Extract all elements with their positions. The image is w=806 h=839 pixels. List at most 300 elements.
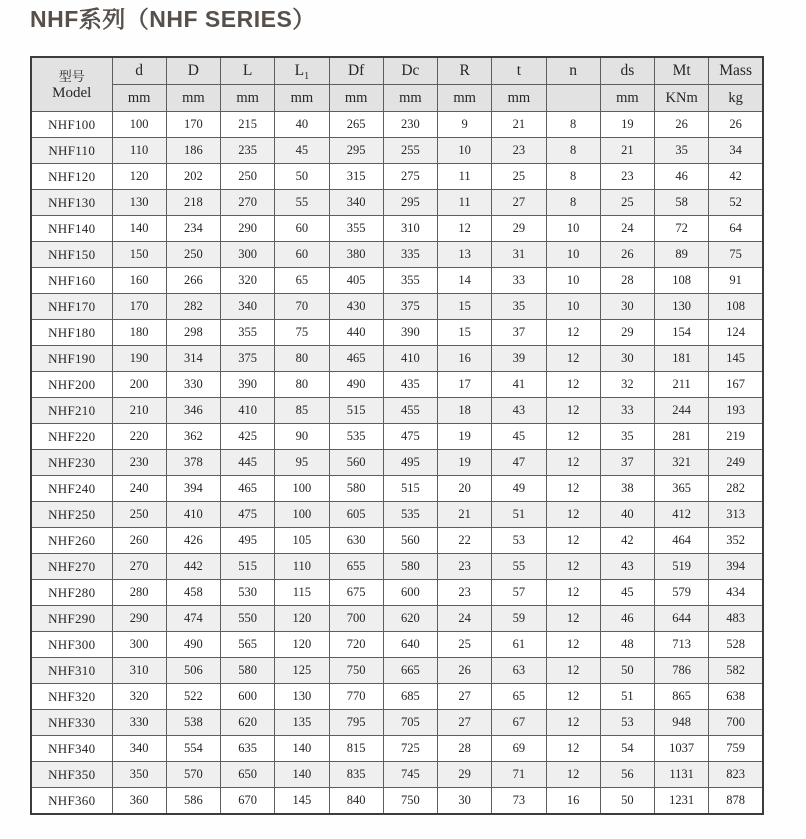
cell-d: 340: [112, 736, 166, 762]
cell-n: 12: [546, 528, 600, 554]
cell-mass: 75: [709, 242, 763, 268]
cell-r: 18: [438, 398, 492, 424]
cell-n: 8: [546, 112, 600, 138]
cell-l: 475: [221, 502, 275, 528]
column-header-l1: $L_1$: [275, 57, 329, 85]
cell-t: 71: [492, 762, 546, 788]
cell-d: 314: [166, 346, 220, 372]
cell-d: 130: [112, 190, 166, 216]
cell-t: 41: [492, 372, 546, 398]
cell-d: 538: [166, 710, 220, 736]
table-row: [31, 190, 763, 216]
cell-ds: 32: [600, 372, 654, 398]
table-row: [31, 294, 763, 320]
cell-df: 580: [329, 476, 383, 502]
cell-d: 490: [166, 632, 220, 658]
cell-t: 55: [492, 554, 546, 580]
cell-d: 160: [112, 268, 166, 294]
cell-l: 390: [221, 372, 275, 398]
cell-d: 298: [166, 320, 220, 346]
table-row: [31, 502, 763, 528]
cell-d: 522: [166, 684, 220, 710]
unit-header-r: mm: [438, 85, 492, 112]
cell-l: 495: [221, 528, 275, 554]
cell-d: 200: [112, 372, 166, 398]
cell-ds: 37: [600, 450, 654, 476]
cell-d: 310: [112, 658, 166, 684]
model-header-en: Model: [52, 84, 92, 101]
column-header-n: n: [546, 57, 600, 85]
cell-r: 15: [438, 320, 492, 346]
cell-n: 12: [546, 554, 600, 580]
cell-mass: 34: [709, 138, 763, 164]
cell-r: 12: [438, 216, 492, 242]
cell-mt: 1231: [655, 788, 709, 815]
model-cell: NHF340: [31, 736, 112, 762]
cell-mass: 26: [709, 112, 763, 138]
cell-d: 554: [166, 736, 220, 762]
cell-df: 675: [329, 580, 383, 606]
cell-dc: 515: [383, 476, 437, 502]
cell-mass: 638: [709, 684, 763, 710]
cell-l1: 135: [275, 710, 329, 736]
cell-t: 49: [492, 476, 546, 502]
model-cell: NHF190: [31, 346, 112, 372]
cell-dc: 665: [383, 658, 437, 684]
cell-n: 12: [546, 580, 600, 606]
cell-t: 25: [492, 164, 546, 190]
cell-l1: 80: [275, 346, 329, 372]
cell-d: 260: [112, 528, 166, 554]
cell-dc: 750: [383, 788, 437, 815]
cell-r: 10: [438, 138, 492, 164]
cell-t: 35: [492, 294, 546, 320]
cell-l1: 115: [275, 580, 329, 606]
cell-n: 8: [546, 138, 600, 164]
cell-df: 770: [329, 684, 383, 710]
cell-d: 270: [112, 554, 166, 580]
column-header-ds: ds: [600, 57, 654, 85]
cell-mass: 52: [709, 190, 763, 216]
cell-l1: 65: [275, 268, 329, 294]
cell-mt: 1131: [655, 762, 709, 788]
cell-d: 266: [166, 268, 220, 294]
cell-l: 320: [221, 268, 275, 294]
cell-df: 720: [329, 632, 383, 658]
cell-l1: 75: [275, 320, 329, 346]
cell-t: 65: [492, 684, 546, 710]
cell-r: 19: [438, 450, 492, 476]
cell-mass: 249: [709, 450, 763, 476]
model-cell: NHF290: [31, 606, 112, 632]
table-row: [31, 372, 763, 398]
table-row: [31, 450, 763, 476]
cell-t: 63: [492, 658, 546, 684]
cell-mass: 394: [709, 554, 763, 580]
model-cell: NHF280: [31, 580, 112, 606]
cell-df: 430: [329, 294, 383, 320]
cell-ds: 33: [600, 398, 654, 424]
cell-dc: 600: [383, 580, 437, 606]
table-row: [31, 554, 763, 580]
model-header-zh: 型号: [58, 68, 85, 84]
table-row: [31, 710, 763, 736]
cell-d: 362: [166, 424, 220, 450]
cell-d: 394: [166, 476, 220, 502]
cell-mass: 823: [709, 762, 763, 788]
cell-mt: 786: [655, 658, 709, 684]
unit-header-mass: kg: [709, 85, 763, 112]
column-header-d: D: [166, 57, 220, 85]
cell-d: 350: [112, 762, 166, 788]
cell-df: 515: [329, 398, 383, 424]
cell-d: 346: [166, 398, 220, 424]
cell-mt: 89: [655, 242, 709, 268]
table-row: [31, 424, 763, 450]
cell-mt: 644: [655, 606, 709, 632]
cell-l1: 60: [275, 216, 329, 242]
cell-r: 19: [438, 424, 492, 450]
cell-l1: 125: [275, 658, 329, 684]
cell-r: 24: [438, 606, 492, 632]
model-cell: NHF100: [31, 112, 112, 138]
cell-df: 465: [329, 346, 383, 372]
cell-t: 37: [492, 320, 546, 346]
cell-mt: 365: [655, 476, 709, 502]
cell-d: 330: [166, 372, 220, 398]
column-header-t: t: [492, 57, 546, 85]
column-header-r: R: [438, 57, 492, 85]
cell-df: 655: [329, 554, 383, 580]
cell-dc: 275: [383, 164, 437, 190]
table-row: [31, 606, 763, 632]
cell-d: 474: [166, 606, 220, 632]
cell-mt: 130: [655, 294, 709, 320]
table-row: [31, 346, 763, 372]
cell-ds: 46: [600, 606, 654, 632]
cell-t: 73: [492, 788, 546, 815]
cell-l1: 70: [275, 294, 329, 320]
cell-l1: 50: [275, 164, 329, 190]
cell-mt: 46: [655, 164, 709, 190]
cell-l: 375: [221, 346, 275, 372]
cell-ds: 26: [600, 242, 654, 268]
cell-d: 300: [112, 632, 166, 658]
cell-l: 550: [221, 606, 275, 632]
cell-n: 10: [546, 216, 600, 242]
cell-l1: 40: [275, 112, 329, 138]
model-cell: NHF160: [31, 268, 112, 294]
table-row: [31, 164, 763, 190]
cell-d: 218: [166, 190, 220, 216]
cell-mass: 42: [709, 164, 763, 190]
cell-mt: 1037: [655, 736, 709, 762]
cell-df: 405: [329, 268, 383, 294]
cell-mt: 108: [655, 268, 709, 294]
table-row: [31, 632, 763, 658]
cell-mass: 91: [709, 268, 763, 294]
table-row: [31, 762, 763, 788]
model-cell: NHF180: [31, 320, 112, 346]
cell-df: 630: [329, 528, 383, 554]
cell-dc: 455: [383, 398, 437, 424]
cell-mt: 72: [655, 216, 709, 242]
cell-df: 490: [329, 372, 383, 398]
cell-l1: 95: [275, 450, 329, 476]
cell-l: 425: [221, 424, 275, 450]
cell-t: 27: [492, 190, 546, 216]
cell-dc: 725: [383, 736, 437, 762]
cell-mass: 124: [709, 320, 763, 346]
cell-mass: 582: [709, 658, 763, 684]
table-body: [31, 112, 763, 815]
model-cell: NHF130: [31, 190, 112, 216]
table-row: [31, 476, 763, 502]
cell-d: 180: [112, 320, 166, 346]
header-unit-row: [31, 85, 763, 112]
cell-dc: 295: [383, 190, 437, 216]
model-cell: NHF250: [31, 502, 112, 528]
cell-l1: 60: [275, 242, 329, 268]
cell-mass: 483: [709, 606, 763, 632]
cell-mt: 26: [655, 112, 709, 138]
column-header-l: L: [221, 57, 275, 85]
cell-ds: 48: [600, 632, 654, 658]
cell-dc: 685: [383, 684, 437, 710]
column-header-df: Df: [329, 57, 383, 85]
cell-mt: 154: [655, 320, 709, 346]
cell-r: 25: [438, 632, 492, 658]
table-row: [31, 580, 763, 606]
cell-dc: 535: [383, 502, 437, 528]
cell-mt: 579: [655, 580, 709, 606]
cell-mass: 759: [709, 736, 763, 762]
cell-d: 410: [166, 502, 220, 528]
model-cell: NHF220: [31, 424, 112, 450]
cell-n: 12: [546, 606, 600, 632]
cell-d: 170: [112, 294, 166, 320]
cell-l: 270: [221, 190, 275, 216]
cell-l1: 90: [275, 424, 329, 450]
cell-l: 530: [221, 580, 275, 606]
model-cell: NHF240: [31, 476, 112, 502]
cell-n: 12: [546, 736, 600, 762]
cell-df: 380: [329, 242, 383, 268]
cell-df: 265: [329, 112, 383, 138]
cell-n: 12: [546, 762, 600, 788]
cell-ds: 35: [600, 424, 654, 450]
cell-r: 16: [438, 346, 492, 372]
cell-dc: 475: [383, 424, 437, 450]
table-row: [31, 216, 763, 242]
cell-d: 506: [166, 658, 220, 684]
cell-ds: 24: [600, 216, 654, 242]
cell-r: 17: [438, 372, 492, 398]
cell-n: 12: [546, 450, 600, 476]
unit-header-t: mm: [492, 85, 546, 112]
cell-n: 10: [546, 268, 600, 294]
cell-mass: 145: [709, 346, 763, 372]
cell-dc: 335: [383, 242, 437, 268]
cell-d: 280: [112, 580, 166, 606]
cell-ds: 25: [600, 190, 654, 216]
cell-d: 290: [112, 606, 166, 632]
table-header: [31, 57, 763, 112]
cell-l: 670: [221, 788, 275, 815]
cell-d: 320: [112, 684, 166, 710]
cell-mass: 313: [709, 502, 763, 528]
cell-ds: 21: [600, 138, 654, 164]
model-cell: NHF210: [31, 398, 112, 424]
model-cell: NHF320: [31, 684, 112, 710]
model-cell: NHF200: [31, 372, 112, 398]
cell-r: 27: [438, 710, 492, 736]
cell-dc: 375: [383, 294, 437, 320]
cell-n: 8: [546, 164, 600, 190]
cell-l1: 120: [275, 632, 329, 658]
cell-l: 300: [221, 242, 275, 268]
cell-mass: 193: [709, 398, 763, 424]
column-header-mt: Mt: [655, 57, 709, 85]
column-header-dc: Dc: [383, 57, 437, 85]
cell-r: 22: [438, 528, 492, 554]
cell-ds: 30: [600, 346, 654, 372]
cell-ds: 19: [600, 112, 654, 138]
cell-d: 220: [112, 424, 166, 450]
header-subscript: 1: [304, 71, 310, 83]
cell-mt: 181: [655, 346, 709, 372]
cell-t: 21: [492, 112, 546, 138]
cell-l: 515: [221, 554, 275, 580]
cell-dc: 640: [383, 632, 437, 658]
cell-mt: 35: [655, 138, 709, 164]
model-cell: NHF310: [31, 658, 112, 684]
cell-r: 28: [438, 736, 492, 762]
cell-n: 12: [546, 346, 600, 372]
cell-mt: 412: [655, 502, 709, 528]
cell-r: 26: [438, 658, 492, 684]
cell-df: 440: [329, 320, 383, 346]
cell-df: 605: [329, 502, 383, 528]
cell-t: 51: [492, 502, 546, 528]
cell-df: 315: [329, 164, 383, 190]
cell-d: 250: [166, 242, 220, 268]
table-row: [31, 138, 763, 164]
unit-header-l: mm: [221, 85, 275, 112]
cell-df: 750: [329, 658, 383, 684]
cell-df: 535: [329, 424, 383, 450]
column-header-model: [31, 57, 112, 112]
model-cell: NHF110: [31, 138, 112, 164]
cell-t: 57: [492, 580, 546, 606]
cell-l1: 85: [275, 398, 329, 424]
cell-n: 12: [546, 424, 600, 450]
cell-l: 250: [221, 164, 275, 190]
cell-t: 33: [492, 268, 546, 294]
cell-mt: 948: [655, 710, 709, 736]
cell-l: 580: [221, 658, 275, 684]
cell-ds: 38: [600, 476, 654, 502]
cell-dc: 745: [383, 762, 437, 788]
cell-d: 202: [166, 164, 220, 190]
cell-ds: 29: [600, 320, 654, 346]
cell-df: 795: [329, 710, 383, 736]
table-row: [31, 658, 763, 684]
cell-dc: 355: [383, 268, 437, 294]
cell-t: 47: [492, 450, 546, 476]
cell-df: 295: [329, 138, 383, 164]
cell-ds: 40: [600, 502, 654, 528]
page-title: NHF系列（NHF SERIES）: [30, 6, 316, 32]
table-row: [31, 112, 763, 138]
cell-mt: 519: [655, 554, 709, 580]
cell-d: 210: [112, 398, 166, 424]
cell-r: 27: [438, 684, 492, 710]
cell-l1: 100: [275, 502, 329, 528]
unit-header-d: mm: [112, 85, 166, 112]
cell-ds: 50: [600, 658, 654, 684]
cell-d: 150: [112, 242, 166, 268]
cell-n: 12: [546, 502, 600, 528]
cell-l: 290: [221, 216, 275, 242]
cell-ds: 28: [600, 268, 654, 294]
cell-n: 12: [546, 398, 600, 424]
cell-t: 61: [492, 632, 546, 658]
cell-df: 815: [329, 736, 383, 762]
cell-mass: 282: [709, 476, 763, 502]
cell-dc: 495: [383, 450, 437, 476]
cell-df: 700: [329, 606, 383, 632]
table-row: [31, 320, 763, 346]
cell-mt: 713: [655, 632, 709, 658]
unit-header-mt: KNm: [655, 85, 709, 112]
cell-mt: 464: [655, 528, 709, 554]
cell-r: 14: [438, 268, 492, 294]
nhf-series-table: [30, 56, 764, 815]
table-row: [31, 242, 763, 268]
cell-n: 12: [546, 476, 600, 502]
model-cell: NHF330: [31, 710, 112, 736]
cell-dc: 255: [383, 138, 437, 164]
cell-l: 600: [221, 684, 275, 710]
cell-df: 840: [329, 788, 383, 815]
cell-dc: 390: [383, 320, 437, 346]
cell-l1: 110: [275, 554, 329, 580]
cell-r: 20: [438, 476, 492, 502]
cell-d: 426: [166, 528, 220, 554]
column-header-mass: Mass: [709, 57, 763, 85]
cell-d: 140: [112, 216, 166, 242]
cell-df: 835: [329, 762, 383, 788]
cell-l1: 140: [275, 736, 329, 762]
unit-header-df: mm: [329, 85, 383, 112]
cell-ds: 45: [600, 580, 654, 606]
cell-n: 12: [546, 320, 600, 346]
cell-l: 620: [221, 710, 275, 736]
unit-header-n: [546, 85, 600, 112]
cell-mass: 352: [709, 528, 763, 554]
cell-d: 458: [166, 580, 220, 606]
cell-mass: 434: [709, 580, 763, 606]
cell-n: 12: [546, 684, 600, 710]
cell-d: 586: [166, 788, 220, 815]
cell-d: 378: [166, 450, 220, 476]
cell-t: 23: [492, 138, 546, 164]
cell-dc: 620: [383, 606, 437, 632]
cell-t: 67: [492, 710, 546, 736]
model-cell: NHF170: [31, 294, 112, 320]
model-cell: NHF140: [31, 216, 112, 242]
